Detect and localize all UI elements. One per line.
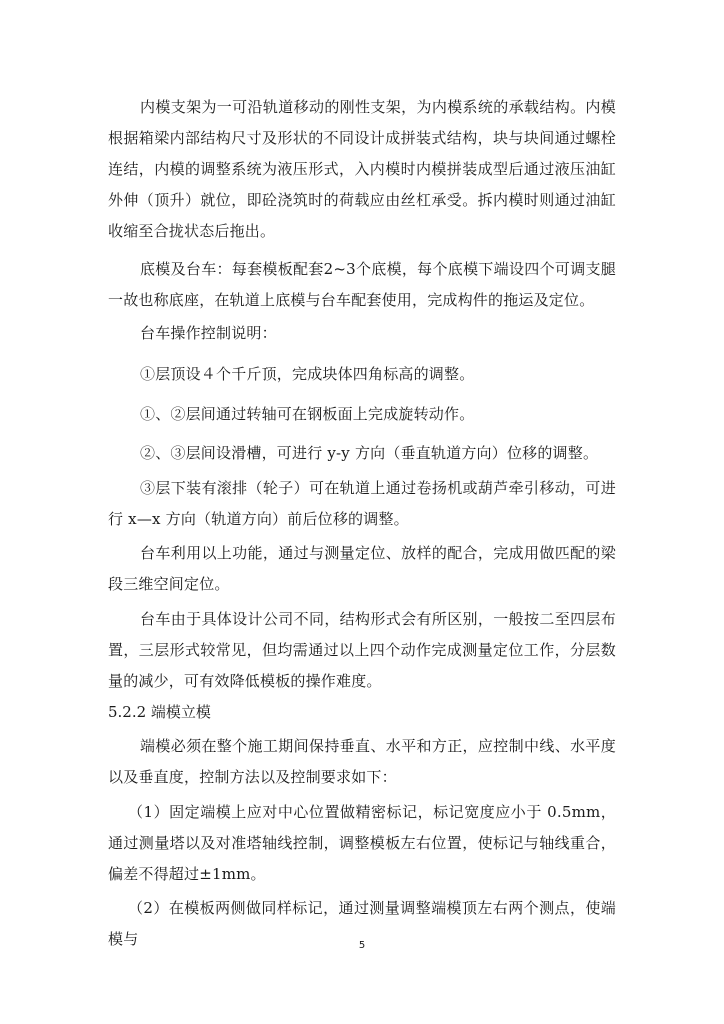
paragraph-trolley-functions: 台车利用以上功能，通过与测量定位、放样的配合，完成用做匹配的梁段三维空间定位。 xyxy=(108,544,616,593)
page-number: 5 xyxy=(358,940,366,951)
paragraph-trolley-item-3: ②、③层间设滑槽，可进行 y-y 方向（垂直轨道方向）位移的调整。 xyxy=(140,444,599,462)
paragraph-bottom-formwork-trolley: 底模及台车：每套模板配套2~3个底模，每个底模下端设四个可调支腿一故也称底座，在轨道上底模与台车配套使用，完成构件的拖运及定位。 xyxy=(108,260,616,309)
paragraph-trolley-item-4: ③层下装有滚排（轮子）可在轨道上通过卷扬机或葫芦牵引移动，可进行 x—x 方向（轨道方向）前后位移的调整。 xyxy=(108,479,616,528)
paragraph-trolley-design: 台车由于具体设计公司不同，结构形式会有所区别，一般按二至四层布置，三层形式较常见，但均需通过以上四个动作完成测量定位工作，分层数量的减少，可有效降低模板的操作难度。 xyxy=(108,610,616,690)
paragraph-trolley-control-title: 台车操作控制说明： xyxy=(140,324,277,342)
paragraph-end-formwork-requirements: 端模必须在整个施工期间保持垂直、水平和方正，应控制中线、水平度以及垂直度，控制方法以及控制要求如下： xyxy=(108,737,616,786)
paragraph-requirement-2: （2）在模板两侧做同样标记，通过测量调整端模顶左右两个测点，使端模与 xyxy=(108,899,616,948)
paragraph-requirement-1: （1）固定端模上应对中心位置做精密标记，标记宽度应小于 0.5mm，通过测量塔以及对准塔轴线控制，调整模板左右位置，使标记与轴线重合，偏差不得超过±1mm。 xyxy=(108,803,616,883)
section-heading-5-2-2: 5.2.2 端模立模 xyxy=(108,703,211,721)
paragraph-inner-formwork-support: 内模支架为一可沿轨道移动的刚性支架，为内模系统的承载结构。内模根据箱梁内部结构尺寸及形状的不同设计成拼装式结构，块与块间通过螺栓连结，内模的调整系统为液压形式，入内模时内模拼装成型后通过液压油缸外伸（顶升）就位，即砼浇筑时的荷载应由丝杠承受。拆内模时则通过油缸收缩至合拢状态后拖出。 xyxy=(108,98,616,240)
paragraph-trolley-item-1: ①层顶设４个千斤顶，完成块体四角标高的调整。 xyxy=(140,365,475,383)
paragraph-trolley-item-2: ①、②层间通过转轴可在钢板面上完成旋转动作。 xyxy=(140,405,475,423)
